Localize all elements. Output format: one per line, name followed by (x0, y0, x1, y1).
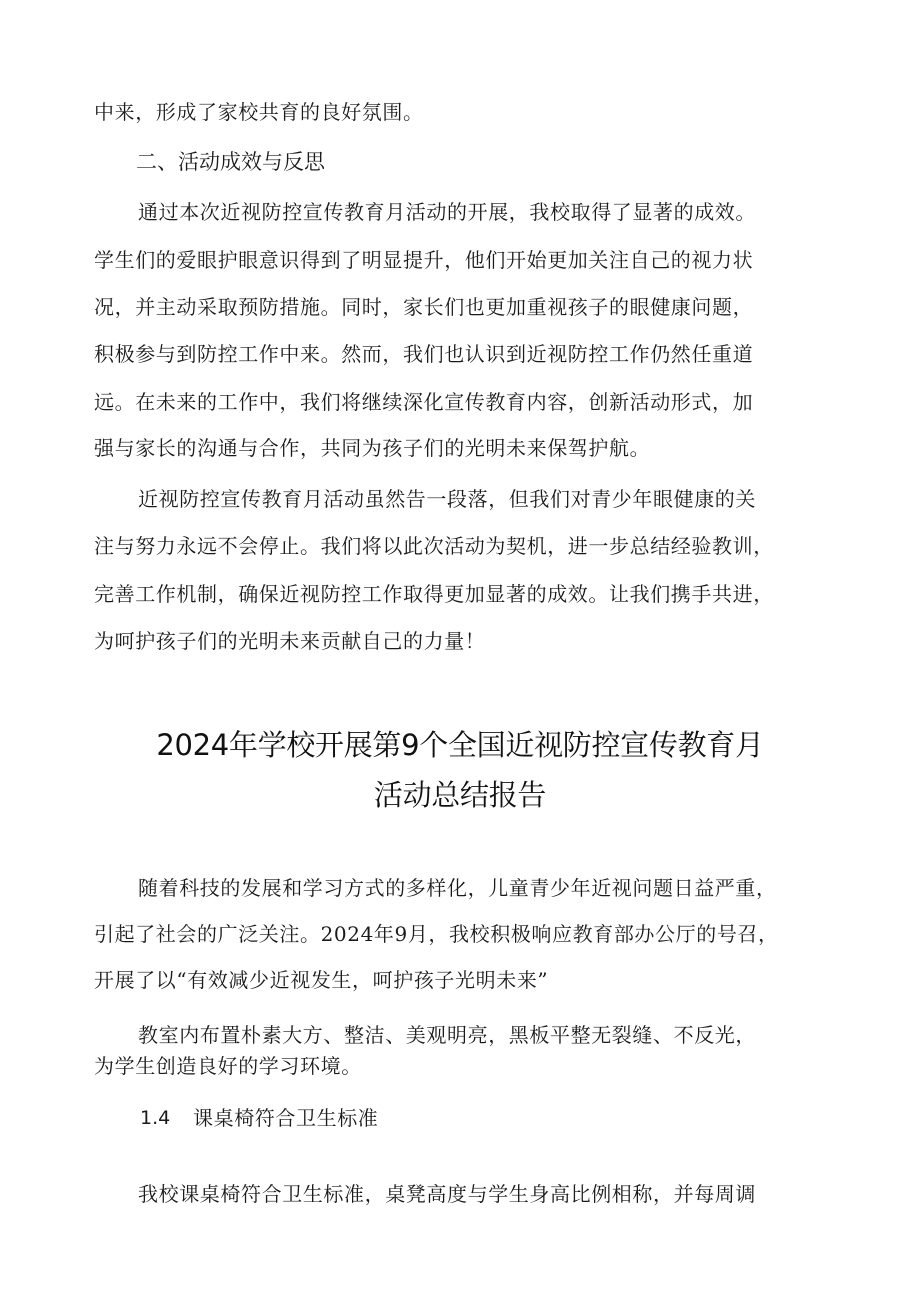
paragraph-line: 近视防控宣传教育月活动虽然告一段落，但我们对青少年眼健康的关 (138, 487, 756, 511)
paragraph-line: 引起了社会的广泛关注。2024年9月，我校积极响应教育部办公厅的号召， (94, 922, 779, 946)
paragraph-line: 通过本次近视防控宣传教育月活动的开展，我校取得了显著的成效。 (138, 200, 756, 224)
subsection-number: 1.4 (140, 1107, 171, 1129)
paragraph-line: 注与努力永远不会停止。我们将以此次活动为契机，进一步总结经验教训， (94, 534, 774, 558)
report-title-line-1: 2024年学校开展第9个全国近视防控宣传教育月 (156, 728, 764, 762)
continuation-line: 中来，形成了家校共育的良好氛围。 (94, 100, 424, 124)
section-heading: 二、活动成效与反思 (136, 150, 325, 174)
paragraph-line: 随着科技的发展和学习方式的多样化，儿童青少年近视问题日益严重， (138, 876, 777, 900)
report-title-line-2: 活动总结报告 (373, 778, 547, 812)
paragraph-line: 教室内布置朴素大方、整洁、美观明亮，黑板平整无裂缝、不反光， (138, 1023, 756, 1047)
subsection-title: 课桌椅符合卫生标准 (193, 1106, 379, 1130)
paragraph-line: 开展了以“有效减少近视发生，呵护孩子光明未来” (94, 968, 549, 992)
paragraph-line: 为呵护孩子们的光明未来贡献自己的力量！ (94, 629, 486, 653)
paragraph-line: 学生们的爱眼护眼意识得到了明显提升，他们开始更加关注自己的视力状 (94, 248, 754, 272)
paragraph-line: 为学生创造良好的学习环境。 (94, 1054, 362, 1078)
paragraph-line: 积极参与到防控工作中来。然而，我们也认识到近视防控工作仍然任重道 (94, 342, 754, 366)
paragraph-line: 完善工作机制，确保近视防控工作取得更加显著的成效。让我们携手共进， (94, 582, 774, 606)
paragraph-line: 我校课桌椅符合卫生标准，桌凳高度与学生身高比例相称，并每周调 (138, 1182, 756, 1206)
paragraph-line: 况，并主动采取预防措施。同时，家长们也更加重视孩子的眼健康问题， (94, 295, 754, 319)
paragraph-line: 强与家长的沟通与合作，共同为孩子们的光明未来保驾护航。 (94, 436, 651, 460)
paragraph-line: 远。在未来的工作中，我们将继续深化宣传教育内容，创新活动形式，加 (94, 390, 754, 414)
